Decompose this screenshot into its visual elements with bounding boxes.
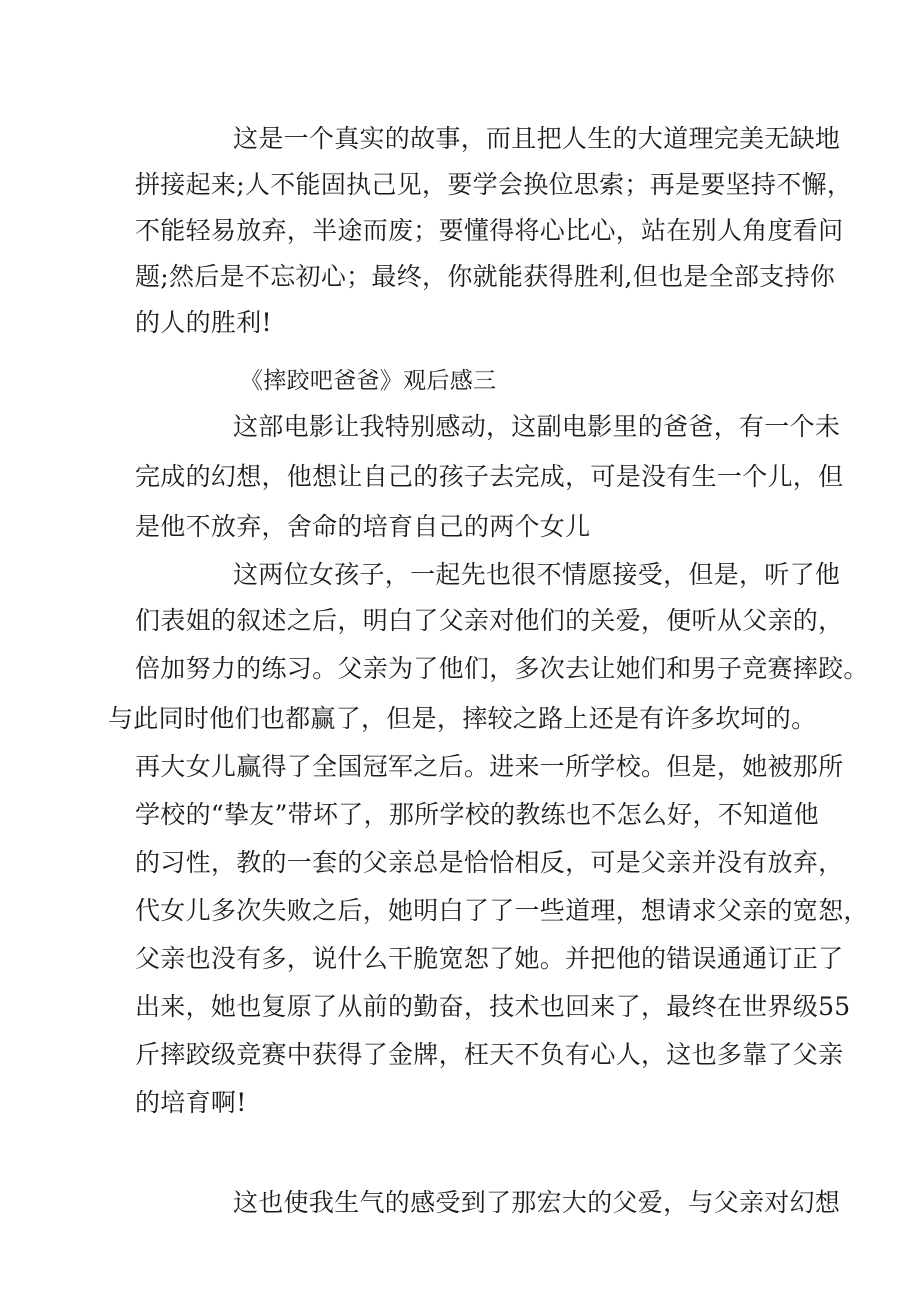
paragraph-3-line-12: 的培育啊! bbox=[135, 1088, 247, 1117]
paragraph-4-line-1: 这也使我生气的感受到了那宏大的父爱，与父亲对幻想 bbox=[233, 1188, 841, 1217]
paragraph-1-line-1: 这是一个真实的故事，而且把人生的大道理完美无缺地 bbox=[233, 124, 841, 153]
paragraph-3-line-8: 代女儿多次失败之后，她明白了了一些道理，想请求父亲的宽恕， bbox=[135, 896, 869, 925]
paragraph-1-line-4: 题;然后是不忘初心；最终，你就能获得胜利,但也是全部支持你 bbox=[135, 262, 836, 291]
paragraph-3-line-10: 出来，她也复原了从前的勤奋，技术也回来了，最终在世界级55 bbox=[135, 992, 851, 1021]
paragraph-3-line-11: 斤摔跤级竞赛中获得了金牌，枉天不负有心人，这也多靠了父亲 bbox=[135, 1040, 844, 1069]
paragraph-2-line-2: 完成的幻想，他想让自己的孩子去完成，可是没有生一个儿，但 bbox=[135, 462, 844, 491]
paragraph-3-line-2: 们表姐的叙述之后，明白了父亲对他们的关爱，便听从父亲的， bbox=[135, 606, 844, 635]
paragraph-1-line-3: 不能轻易放弃，半途而废；要懂得将心比心，站在别人角度看问 bbox=[135, 216, 844, 245]
paragraph-3-line-7: 的习性，教的一套的父亲总是恰恰相反，可是父亲并没有放弃， bbox=[135, 848, 844, 877]
section-heading: 《摔跤吧爸爸》观后感三 bbox=[240, 368, 497, 394]
paragraph-1-line-5: 的人的胜利! bbox=[135, 308, 272, 337]
paragraph-3-line-4: 与此同时他们也都赢了，但是，摔较之路上还是有许多坎坷的。 bbox=[108, 704, 817, 733]
paragraph-3-line-5: 再大女儿赢得了全国冠军之后。进来一所学校。但是，她被那所 bbox=[135, 752, 844, 781]
paragraph-2-line-3: 是他不放弃，舍命的培育自己的两个女儿 bbox=[135, 512, 591, 541]
paragraph-2-line-1: 这部电影让我特别感动，这副电影里的爸爸，有一个未 bbox=[233, 412, 841, 441]
paragraph-3-line-1: 这两位女孩子，一起先也很不情愿接受，但是，听了他 bbox=[233, 560, 841, 589]
paragraph-3-line-6: 学校的“挚友”带坏了，那所学校的教练也不怎么好，不知道他 bbox=[135, 800, 819, 829]
paragraph-3-line-9: 父亲也没有多，说什么干脆宽恕了她。并把他的错误通通订正了 bbox=[135, 944, 844, 973]
paragraph-1-line-2: 拼接起来;人不能固执己见，要学会换位思索；再是要坚持不懈， bbox=[135, 170, 853, 199]
paragraph-3-line-3: 倍加努力的练习。父亲为了他们，多次去让她们和男子竞赛摔跤。 bbox=[135, 654, 869, 683]
